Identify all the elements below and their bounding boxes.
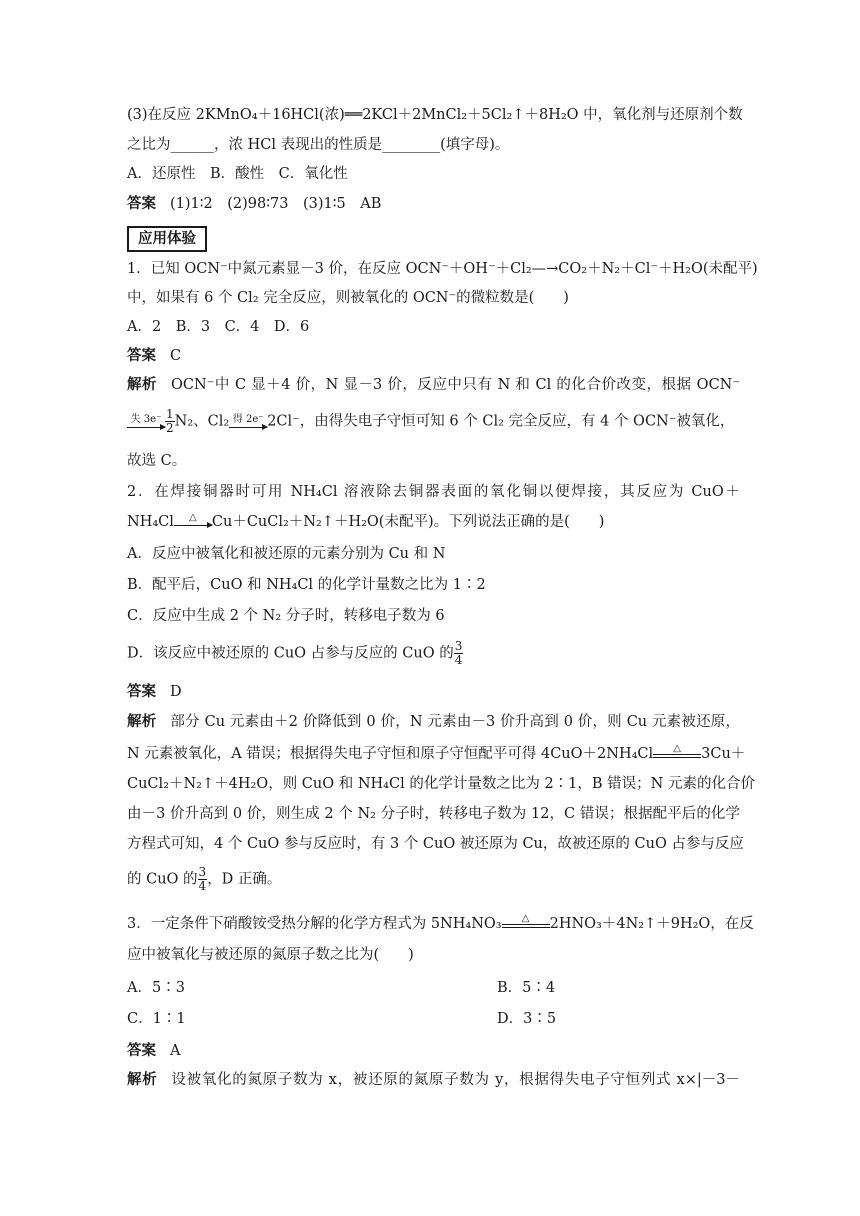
analysis-text: OCN⁻中 C 显＋4 价，N 显－3 价，反应中只有 N 和 Cl 的化合价改变，根据 OCN⁻ [171,377,741,393]
q3-line2: 应中被氧化与被还原的氮原子数之比为( ) [127,947,414,963]
q-prev-options: A．还原性 B．酸性 C．氧化性 [127,166,348,182]
q2-option-d [127,640,740,667]
analysis-label: 解析 [127,714,157,730]
answer-label: 答案 [127,348,156,364]
q3-answer-row [127,1040,740,1062]
answer-text: C [170,348,182,364]
q-prev-line2: 之比为______，浓 HCl 表现出的性质是________(填字母)。 [127,137,510,153]
question-text: 2HNO₃＋4N₂↑＋9H₂O，在反 [549,916,754,932]
heat-equals-sign: △ [653,743,701,765]
answer-text: (1)1∶2 (2)98∶73 (3)1∶5 AB [170,196,382,212]
gain-electron-arrow: 得 2e⁻ [229,413,267,435]
q2-analysis-line5: 方程式可知，4 个 CuO 参与反应时，有 3 个 CuO 被还原为 Cu，故被还原的 CuO 占参与反应 [127,836,744,852]
lose-electron-arrow: 失 3e⁻ [127,413,165,435]
q2-answer-row [127,681,740,703]
q2-option-b: B．配平后，CuO 和 NH₄Cl 的化学计量数之比为 1∶2 [127,577,486,593]
q3-options-row1 [127,977,740,999]
answer-text: A [170,1043,181,1059]
q2-analysis-line4: 由－3 价升高到 0 价，则生成 2 个 N₂ 分子时，转移电子数为 12，C 错误；根据配平后的化学 [127,806,740,822]
option-c: C．1∶1 [127,1011,186,1027]
q2-option-c: C．反应中生成 2 个 N₂ 分子时，转移电子数为 6 [127,608,445,624]
q-prev-answer-row [127,193,740,215]
q2-analysis-line6 [127,866,740,893]
answer-label: 答案 [127,1043,156,1059]
option-b: B．5∶4 [497,980,556,996]
fraction-three-quarters: $\frac{3}{4}$ [198,865,207,893]
q3-options-row2 [127,1008,740,1030]
analysis-text: 部分 Cu 元素由＋2 价降低到 0 价，N 元素由－3 价升高到 0 价，则 Cu 元素被还原， [170,714,741,730]
section-heading: 应用体验 [127,226,207,252]
analysis-text: N₂、Cl₂ [174,413,230,430]
analysis-text: 3Cu＋ [701,746,746,762]
product-text: Cu＋CuCl₂＋N₂↑＋H₂O(未配平)。下列说法正确的是( ) [211,514,605,530]
q2-analysis-line3: CuCl₂＋N₂↑＋4H₂O，则 CuO 和 NH₄Cl 的化学计量数之比为 2∶1，B 错误；N 元素的化合价 [127,776,755,792]
q1-analysis-line3: 故选 C。 [127,453,187,469]
analysis-text: 2Cl⁻，由得失电子守恒可知 6 个 Cl₂ 完全反应，有 4 个 OCN⁻被氧化， [267,413,735,430]
q1-answer-row [127,345,740,367]
analysis-label: 解析 [127,1072,158,1088]
heat-equals-sign: △ [502,913,550,935]
reactant-text: NH₄Cl [127,514,174,530]
q1-analysis-line2 [127,408,740,435]
analysis-text: N 元素被氧化，A 错误；根据得失电子守恒和原子守恒配平可得 4CuO＋2NH₄Cl [127,746,654,762]
q2-analysis-line1 [127,711,740,733]
analysis-text: ，D 正确。 [207,871,282,888]
q2-option-a: A．反应中被氧化和被还原的元素分别为 Cu 和 N [127,546,446,562]
fraction-three-quarters: $\frac{3}{4}$ [454,639,463,667]
answer-label: 答案 [127,196,156,212]
q1-line1: 1．已知 OCN⁻中氮元素显－3 价，在反应 OCN⁻＋OH⁻＋Cl₂—→CO₂＋N₂＋Cl⁻＋H₂O(未配平) [127,261,758,277]
q1-analysis-line1 [127,374,740,396]
option-d-text: D．该反应中被还原的 CuO 占参与反应的 CuO 的 [127,645,454,662]
q1-line2: 中，如果有 6 个 Cl₂ 完全反应，则被氧化的 OCN⁻的微粒数是( ) [127,290,569,306]
heat-arrow: △ [174,511,212,533]
q2-line2 [127,511,740,533]
q3-line1 [127,913,754,935]
q2-line1: 2．在焊接铜器时可用 NH₄Cl 溶液除去铜器表面的氧化铜以便焊接，其反应为 CuO＋ [127,484,740,500]
q1-options: A．2 B．3 C．4 D．6 [127,319,310,335]
q-prev-line1: (3)在反应 2KMnO₄＋16HCl(浓)══2KCl＋2MnCl₂＋5Cl₂↑＋8H₂O 中，氧化剂与还原剂个数 [127,107,743,123]
analysis-text: 设被氧化的氮原子数为 x，被还原的氮原子数为 y，根据得失电子守恒列式 x×|－3－ [171,1072,740,1088]
q3-analysis-line1 [127,1069,740,1091]
q2-analysis-line2 [127,743,746,765]
question-text: 3．一定条件下硝酸铵受热分解的化学方程式为 5NH₄NO₃ [127,916,502,932]
analysis-label: 解析 [127,377,158,393]
option-d: D．3∶5 [497,1011,557,1027]
option-a: A．5∶3 [127,980,185,996]
analysis-text: 的 CuO 的 [127,871,198,888]
answer-label: 答案 [127,684,156,700]
answer-text: D [170,684,182,700]
fraction-half: $\frac{1}{2}$ [166,407,174,435]
